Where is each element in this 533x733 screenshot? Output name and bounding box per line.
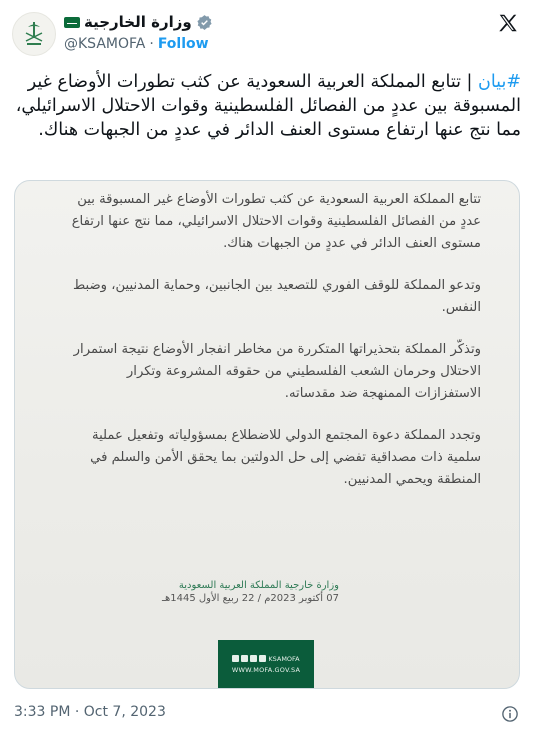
verified-badge-icon bbox=[196, 14, 213, 31]
display-name[interactable]: وزارة الخارجية bbox=[84, 13, 192, 31]
statement-date: 07 أكتوبر 2023م / 22 ربيع الأول 1445هـ bbox=[162, 593, 339, 604]
statement-paragraph: وتدعو المملكة للوقف الفوري للتصعيد بين الجانبين، وحماية المدنيين، وضبط النفس. bbox=[72, 278, 481, 315]
hashtag-link[interactable]: #بيان bbox=[478, 72, 521, 92]
statement-paragraph: وتذكّر المملكة بتحذيراتها المتكررة من مخاطر انفجار الأوضاع نتيجة استمرار الاحتلال وحرمان الشعب الفلسطيني من حقوقه المشروعة وتكرار الاستفزازات الممنهجة ضد مقدساته. bbox=[73, 342, 481, 401]
instagram-icon bbox=[250, 655, 257, 662]
avatar-emblem-icon bbox=[19, 19, 49, 49]
separator: · bbox=[149, 36, 154, 52]
badge-handle: KSAMOFA bbox=[268, 654, 300, 663]
statement-paragraph: تتابع المملكة العربية السعودية عن كثب تطورات الأوضاع غير المسبوقة بين عددٍ من الفصائل الفلسطينية وقوات الاحتلال الاسرائيلي، مما نتج عنها ارتفاع مستوى العنف الدائر في عددٍ من الجبهات هناك. bbox=[71, 192, 481, 251]
x-small-icon bbox=[259, 655, 266, 662]
statement-paragraph: وتجدد المملكة دعوة المجتمع الدولي للاضطلاع بمسؤولياته وتفعيل عملية سلمية ذات مصداقية تفضي إلى حل الدولتين بما يحقق الأمن والسلم في المنطقة ويحمي المدنيين. bbox=[90, 428, 481, 487]
statement-body bbox=[59, 189, 481, 511]
facebook-icon bbox=[241, 655, 248, 662]
follow-button[interactable]: Follow bbox=[157, 36, 209, 52]
social-row bbox=[232, 655, 299, 663]
handle[interactable]: @KSAMOFA bbox=[64, 36, 146, 52]
saudi-flag-icon bbox=[64, 17, 80, 28]
handle-row bbox=[64, 36, 209, 52]
statement-signature: وزارة خارجية المملكة العربية السعودية bbox=[178, 580, 339, 591]
youtube-icon bbox=[232, 655, 239, 662]
name-row bbox=[64, 12, 213, 32]
x-logo-icon[interactable] bbox=[497, 12, 519, 34]
statement-image[interactable] bbox=[14, 180, 520, 689]
tweet-header bbox=[0, 0, 533, 62]
info-icon[interactable] bbox=[501, 705, 519, 723]
ministry-footer-badge bbox=[218, 640, 314, 688]
statement-signature-block bbox=[162, 579, 339, 605]
badge-url: WWW.MOFA.GOV.SA bbox=[231, 665, 301, 674]
tweet-body: | تتابع المملكة العربية السعودية عن كثب تطورات الأوضاع غير المسبوقة بين عددٍ من الفصائل الفلسطينية وقوات الاحتلال الاسرائيلي، مما نتج عنها ارتفاع مستوى العنف الدائر في عددٍ من الجبهات هناك. bbox=[15, 72, 521, 140]
tweet-timestamp[interactable]: 3:33 PM · Oct 7, 2023 bbox=[14, 704, 166, 720]
avatar[interactable] bbox=[12, 12, 56, 56]
tweet-text bbox=[14, 70, 521, 142]
